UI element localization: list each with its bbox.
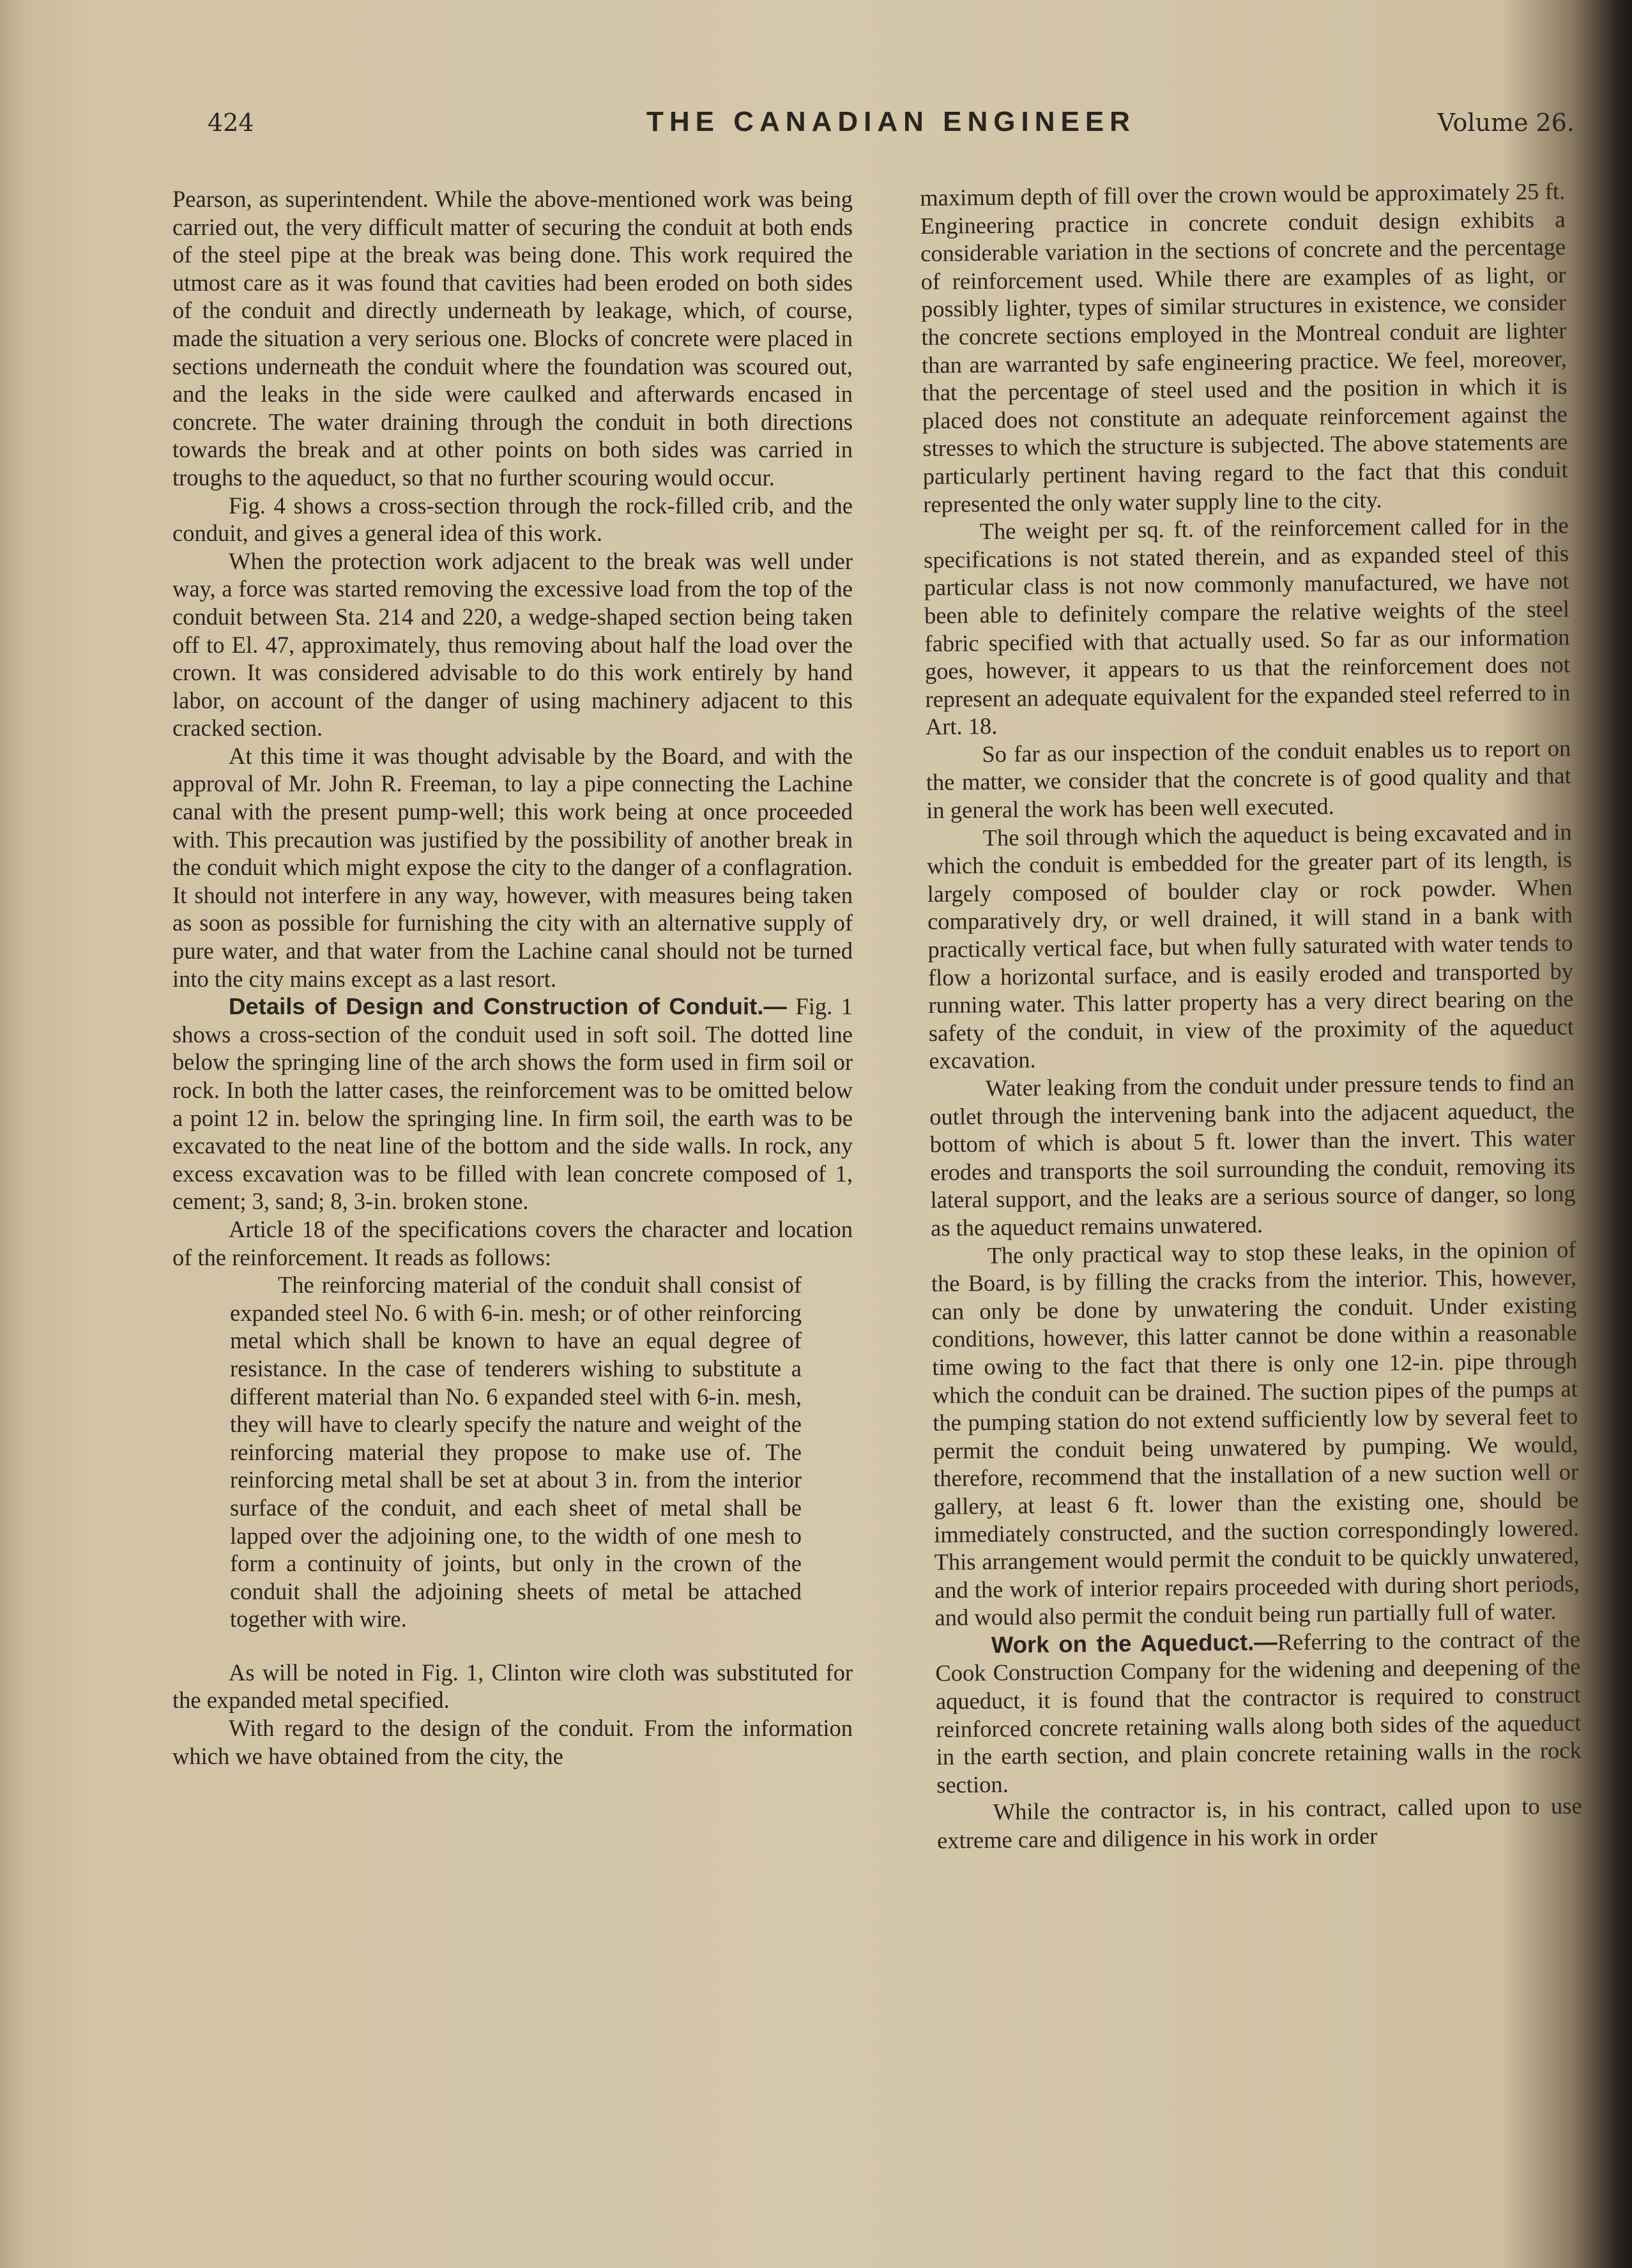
paragraph: While the contractor is, in his contract, called upon to use extreme care and diligence in his work in order <box>936 1792 1582 1853</box>
paragraph: At this time it was thought advisable by the Board, and with the approval of Mr. John R. Freeman, to lay a pipe connecting the Lachine canal with the present pump-well; this work being at once proceeded with. This precaution was justified by the possibility of another break in the conduit which might expose the city to the danger of a conflagration. It should not interfere in any way, however, with measures being taken as soon as possible for furnishing the city with an alternative supply of pure water, and that water from the Lachine canal should not be turned into the city mains except as a last resort. <box>172 742 853 992</box>
paragraph: As will be noted in Fig. 1, Clinton wire cloth was substituted for the expanded metal specified. <box>172 1659 853 1714</box>
paragraph: Fig. 4 shows a cross-section through the rock-filled crib, and the conduit, and gives a general idea of this work. <box>172 492 853 547</box>
section-heading: Details of Design and Construction of Conduit.— <box>229 993 787 1020</box>
quote-paragraph: The reinforcing material of the conduit shall consist of expanded steel No. 6 with 6-in. mesh; or of other reinforcing metal which shall be known to have an equal degree of resistance. In the case of tenderers wishing to substitute a different material than No. 6 expanded steel with 6-in. mesh, they will have to clearly specify the nature and weight of the reinforcing material they propose to make use of. The reinforcing metal shall be set at about 3 in. from the interior surface of the conduit, and each sheet of metal shall be lapped over the adjoining one, to the width of one mesh to form a continuity of joints, but only in the crown of the conduit shall the adjoining sheets of metal be attached together with wire. <box>230 1272 802 1633</box>
paragraph: The only practical way to stop these leaks, in the opinion of the Board, is by filling the cracks from the interior. This, however, can only be done by unwatering the conduit. Under existing conditions, however, this latter cannot be done within a reasonable time owing to the fact that there is only one 12-in. pipe through which the conduit can be drained. The suction pipes of the pumps at the pumping station do not extend sufficiently low by several feet to permit the conduit being unwatered by pumping. We would, therefore, recommend that the installation of a new suction well or gallery, at least 6 ft. lower than the existing one, should be immediately constructed, and the suction correspondingly lowered. This arrangement would permit the conduit to be quickly unwatered, and the work of interior repairs proceeded with during short periods, and would also permit the conduit being run partially full of water. <box>931 1235 1580 1631</box>
paragraph <box>172 993 853 1215</box>
paragraph-text: Fig. 1 shows a cross-section of the conduit used in soft soil. The dotted line below the springing line of the arch shows the form used in firm soil or rock. In both the latter cases, the reinforcement was to be omitted below a point 12 in. below the springing line. In firm soil, the earth was to be excavated to the neat line of the bottom and the side walls. In rock, any excess excavation was to be filled with lean concrete composed of 1, cement; 3, sand; 8, 3-in. broken stone. <box>172 993 853 1215</box>
paragraph: maximum depth of fill over the crown would be approximately 25 ft. Engineering practice in concrete conduit design exhibits a considerable variation in the sections of concrete and the percentage of reinforcement used. While there are examples of as light, or possibly lighter, types of similar structures in existence, we consider the concrete sections employed in the Montreal conduit are lighter than are warranted by safe engineering practice. We feel, moreover, that the percentage of steel used and the position in which it is placed does not constitute an adequate reinforcement against the stresses to which the structure is subjected. The above statements are particularly pertinent having regard to the fact that this conduit represented the only water supply line to the city. <box>920 178 1568 517</box>
paragraph: The weight per sq. ft. of the reinforcement called for in the specifications is not stated therein, and as expanded steel of this particular class is not now commonly manufactured, we have not been able to definitely compare the relative weights of the steel fabric specified with that actually used. So far as our information goes, however, it appears to us that the reinforcement does not represent an adequate equivalent for the expanded steel referred to in Art. 18. <box>923 512 1571 740</box>
paragraph: So far as our inspection of the conduit enables us to report on the matter, we consider that the concrete is of good quality and that in general the work has been well executed. <box>926 734 1571 824</box>
paragraph: Article 18 of the specifications covers the character and location of the reinforcement. It reads as follows: <box>172 1215 853 1270</box>
section-heading: Work on the Aqueduct.— <box>991 1629 1277 1658</box>
spacer <box>172 1633 853 1659</box>
journal-title: THE CANADIAN ENGINEER <box>646 106 1136 137</box>
paragraph <box>935 1625 1582 1799</box>
right-column <box>920 177 1582 1854</box>
paragraph: With regard to the design of the conduit. From the information which we have obtained from the city, the <box>172 1715 853 1769</box>
paragraph: When the protection work adjacent to the break was well under way, a force was started removing the excessive load from the top of the conduit between Sta. 214 and 220, a wedge-shaped section being taken off to El. 47, approximately, thus removing about half the load over the crown. It was considered advisable to do this work entirely by hand labor, on account of the danger of using machinery adjacent to this cracked section. <box>172 547 853 742</box>
specification-quote <box>230 1271 802 1633</box>
paragraph: The soil through which the aqueduct is being excavated and in which the conduit is embedded for the greater part of its length, is largely composed of boulder clay or rock powder. When comparatively dry, or well drained, it will stand in a bank with practically vertical face, but when fully saturated with water tends to flow a horizontal surface, and is easily eroded and transported by running water. This latter property has a very direct bearing on the safety of the conduit, in view of the proximity of the aqueduct excavation. <box>926 818 1575 1074</box>
page-number: 424 <box>208 109 254 137</box>
paragraph: Water leaking from the conduit under pressure tends to find an outlet through the intervening bank into the adjacent aqueduct, the bottom of which is about 5 ft. lower than the invert. This water erodes and transports the soil surrounding the conduit, removing its lateral support, and the leaks are a serious source of danger, so long as the aqueduct remains unwatered. <box>929 1069 1576 1241</box>
volume-label: Volume 26. <box>1437 109 1575 137</box>
left-column <box>172 185 853 1770</box>
paragraph: Pearson, as superintendent. While the above-mentioned work was being carried out, the very difficult matter of securing the conduit at both ends of the steel pipe at the break was being done. This work required the utmost care as it was found that cavities had been eroded on both sides of the conduit and directly underneath by leakage, which, of course, made the situation a very serious one. Blocks of concrete were placed in sections underneath the conduit where the foundation was scoured out, and the leaks in the side were caulked and afterwards encased in concrete. The water draining through the conduit in both directions towards the break and at other points on both sides was carried in troughs to the aqueduct, so that no further scouring would occur. <box>172 186 853 491</box>
page-header <box>208 106 1575 147</box>
paragraph-text: Referring to the contract of the Cook Construction Company for the widening and deepening of the aqueduct, it is found that the contractor is required to construct reinforced concrete retaining walls along both sides of the aqueduct in the earth section, and plain concrete retaining walls in the rock section. <box>935 1625 1582 1798</box>
